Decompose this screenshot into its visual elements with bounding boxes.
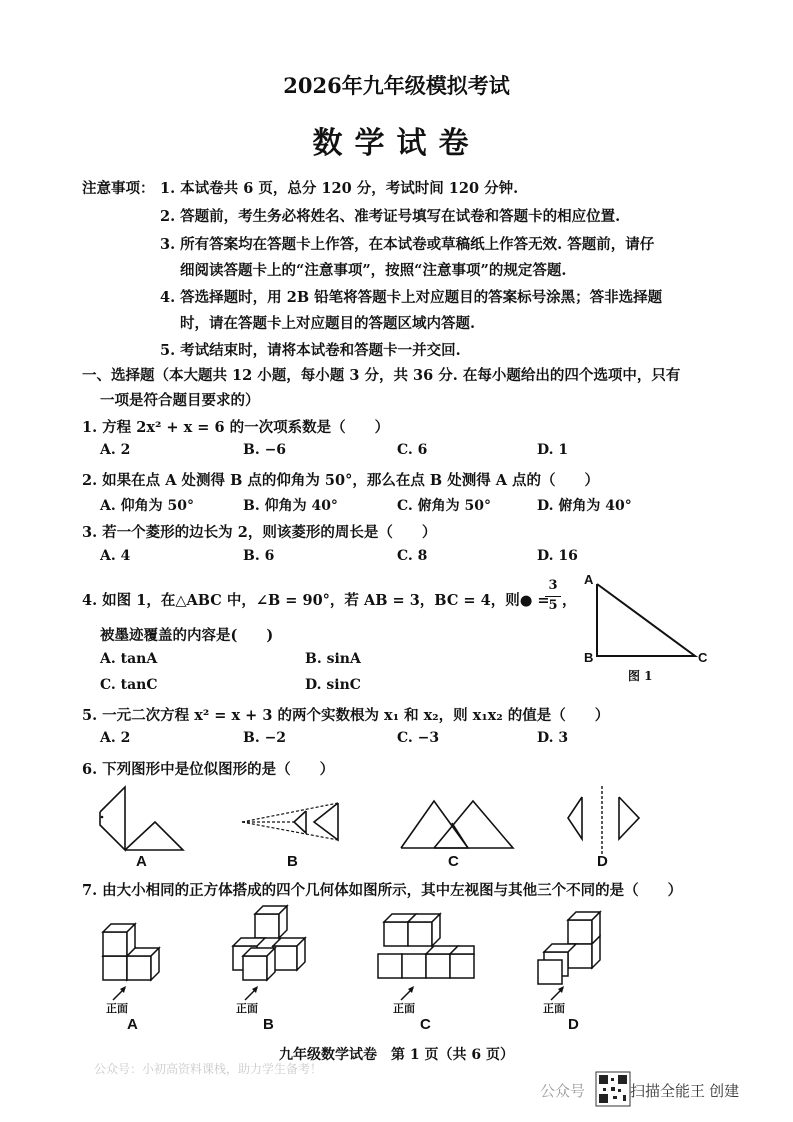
- q7-solid-d: [530, 908, 615, 993]
- q7-front-label-b: 正面: [236, 1002, 258, 1015]
- note-line-1: 1. 本试卷共 6 页，总分 120 分，考试时间 120 分钟.: [160, 180, 519, 197]
- q7-label-c: C: [420, 1016, 431, 1033]
- q4-option-b: B. sinA: [305, 651, 361, 667]
- note-line-5: 5. 考试结束时，请将本试卷和答题卡一并交回.: [160, 342, 461, 359]
- q7-solid-a: [95, 908, 175, 993]
- q4-triangle-figure: [580, 570, 710, 680]
- q6-label-d: D: [597, 853, 608, 870]
- watermark-wechat: 公众号: [540, 1083, 586, 1100]
- note-line-2: 2. 答题前，考生务必将姓名、准考证号填写在试卷和答题卡的相应位置.: [160, 208, 621, 225]
- q4-fraction-bar: [545, 596, 561, 597]
- q1-option-b: B. −6: [243, 442, 287, 458]
- q6-figure-d: [560, 784, 645, 856]
- exam-title: 2026年九年级模拟考试: [283, 73, 510, 98]
- q7-solid-b: [225, 908, 315, 993]
- q1-stem: 1. 方程 2x² + x = 6 的一次项系数是（ ）: [82, 419, 390, 436]
- section-heading-line1: 一、选择题（本大题共 12 小题，每小题 3 分，共 36 分. 在每小题给出的四个选项中，只有: [82, 367, 681, 384]
- q2-option-b: B. 仰角为 40°: [243, 498, 338, 514]
- q3-option-b: B. 6: [243, 548, 275, 564]
- q4-fig-label-a: A: [584, 572, 594, 587]
- note-line-4b: 时，请在答题卡上对应题目的答题区域内答题.: [180, 315, 476, 332]
- q1-option-d: D. 1: [537, 442, 569, 458]
- q6-label-b: B: [287, 853, 298, 870]
- q4-option-a: A. tanA: [100, 651, 158, 667]
- notes-label: 注意事项：: [82, 180, 155, 197]
- q4-fig-label-b: B: [584, 650, 594, 665]
- q6-figure-a: [95, 785, 190, 855]
- qr-code-icon: [596, 1072, 630, 1106]
- subject-title: 数学试卷: [312, 126, 481, 161]
- q7-front-label-c: 正面: [393, 1002, 415, 1015]
- q4-fraction-numerator: 3: [548, 578, 558, 593]
- q4-option-c: C. tanC: [100, 677, 158, 693]
- q3-option-c: C. 8: [397, 548, 428, 564]
- q4-fraction-denominator: 5: [548, 598, 558, 613]
- q4-option-d: D. sinC: [305, 677, 361, 693]
- q4-comma: ，: [562, 592, 577, 609]
- q5-option-b: B. −2: [243, 730, 287, 746]
- q6-figure-b: [238, 800, 348, 845]
- q4-stem-2: 被墨迹覆盖的内容是( ): [100, 627, 274, 644]
- q7-stem: 7. 由大小相同的正方体搭成的四个几何体如图所示，其中左视图与其他三个不同的是（ ）: [82, 882, 683, 899]
- q7-label-b: B: [263, 1016, 274, 1033]
- q5-stem: 5. 一元二次方程 x² = x + 3 的两个实数根为 x₁ 和 x₂，则 x₁x₂ 的值是（ ）: [82, 707, 610, 724]
- q5-option-c: C. −3: [397, 730, 440, 746]
- q6-figure-c: [398, 798, 516, 850]
- q6-stem: 6. 下列图形中是位似图形的是（ ）: [82, 761, 335, 778]
- q1-option-c: C. 6: [397, 442, 428, 458]
- q3-option-a: A. 4: [100, 548, 131, 564]
- q6-label-a: A: [136, 853, 147, 870]
- q2-option-c: C. 俯角为 50°: [397, 498, 492, 514]
- q4-fig-caption: 图 1: [628, 669, 653, 683]
- note-line-3: 3. 所有答案均在答题卡上作答，在本试卷或草稿纸上作答无效. 答题前，请仔: [160, 236, 655, 253]
- page-footer: 九年级数学试卷 第 1 页（共 6 页）: [279, 1047, 514, 1063]
- q6-label-c: C: [448, 853, 459, 870]
- section-heading-line2: 一项是符合题目要求的）: [100, 392, 260, 409]
- watermark-text: 公众号：小初高资料课栈，助力学生备考！: [94, 1062, 323, 1076]
- q2-stem: 2. 如果在点 A 处测得 B 点的仰角为 50°，那么在点 B 处测得 A 点的（ ）: [82, 472, 600, 489]
- q3-option-d: D. 16: [537, 548, 578, 564]
- q7-front-label-a: 正面: [106, 1002, 128, 1015]
- q7-label-d: D: [568, 1016, 579, 1033]
- note-line-4: 4. 答选择题时，用 2B 铅笔将答题卡上对应题目的答案标号涂黑；答非选择题: [160, 289, 663, 306]
- note-line-3b: 细阅读答题卡上的“注意事项”，按照“注意事项”的规定答题.: [180, 262, 567, 279]
- q1-option-a: A. 2: [100, 442, 131, 458]
- q2-option-d: D. 俯角为 40°: [537, 498, 632, 514]
- q2-option-a: A. 仰角为 50°: [100, 498, 194, 514]
- q7-front-label-d: 正面: [543, 1002, 565, 1015]
- q5-option-d: D. 3: [537, 730, 569, 746]
- scanner-credit: 扫描全能王 创建: [630, 1083, 740, 1100]
- q7-label-a: A: [127, 1016, 138, 1033]
- q5-option-a: A. 2: [100, 730, 131, 746]
- q4-stem: 4. 如图 1，在△ABC 中，∠B = 90°，若 AB = 3，BC = 4，则● =: [82, 592, 550, 609]
- q3-stem: 3. 若一个菱形的边长为 2，则该菱形的周长是（ ）: [82, 524, 437, 541]
- q4-fig-label-c: C: [698, 650, 708, 665]
- q7-solid-c: [370, 908, 480, 993]
